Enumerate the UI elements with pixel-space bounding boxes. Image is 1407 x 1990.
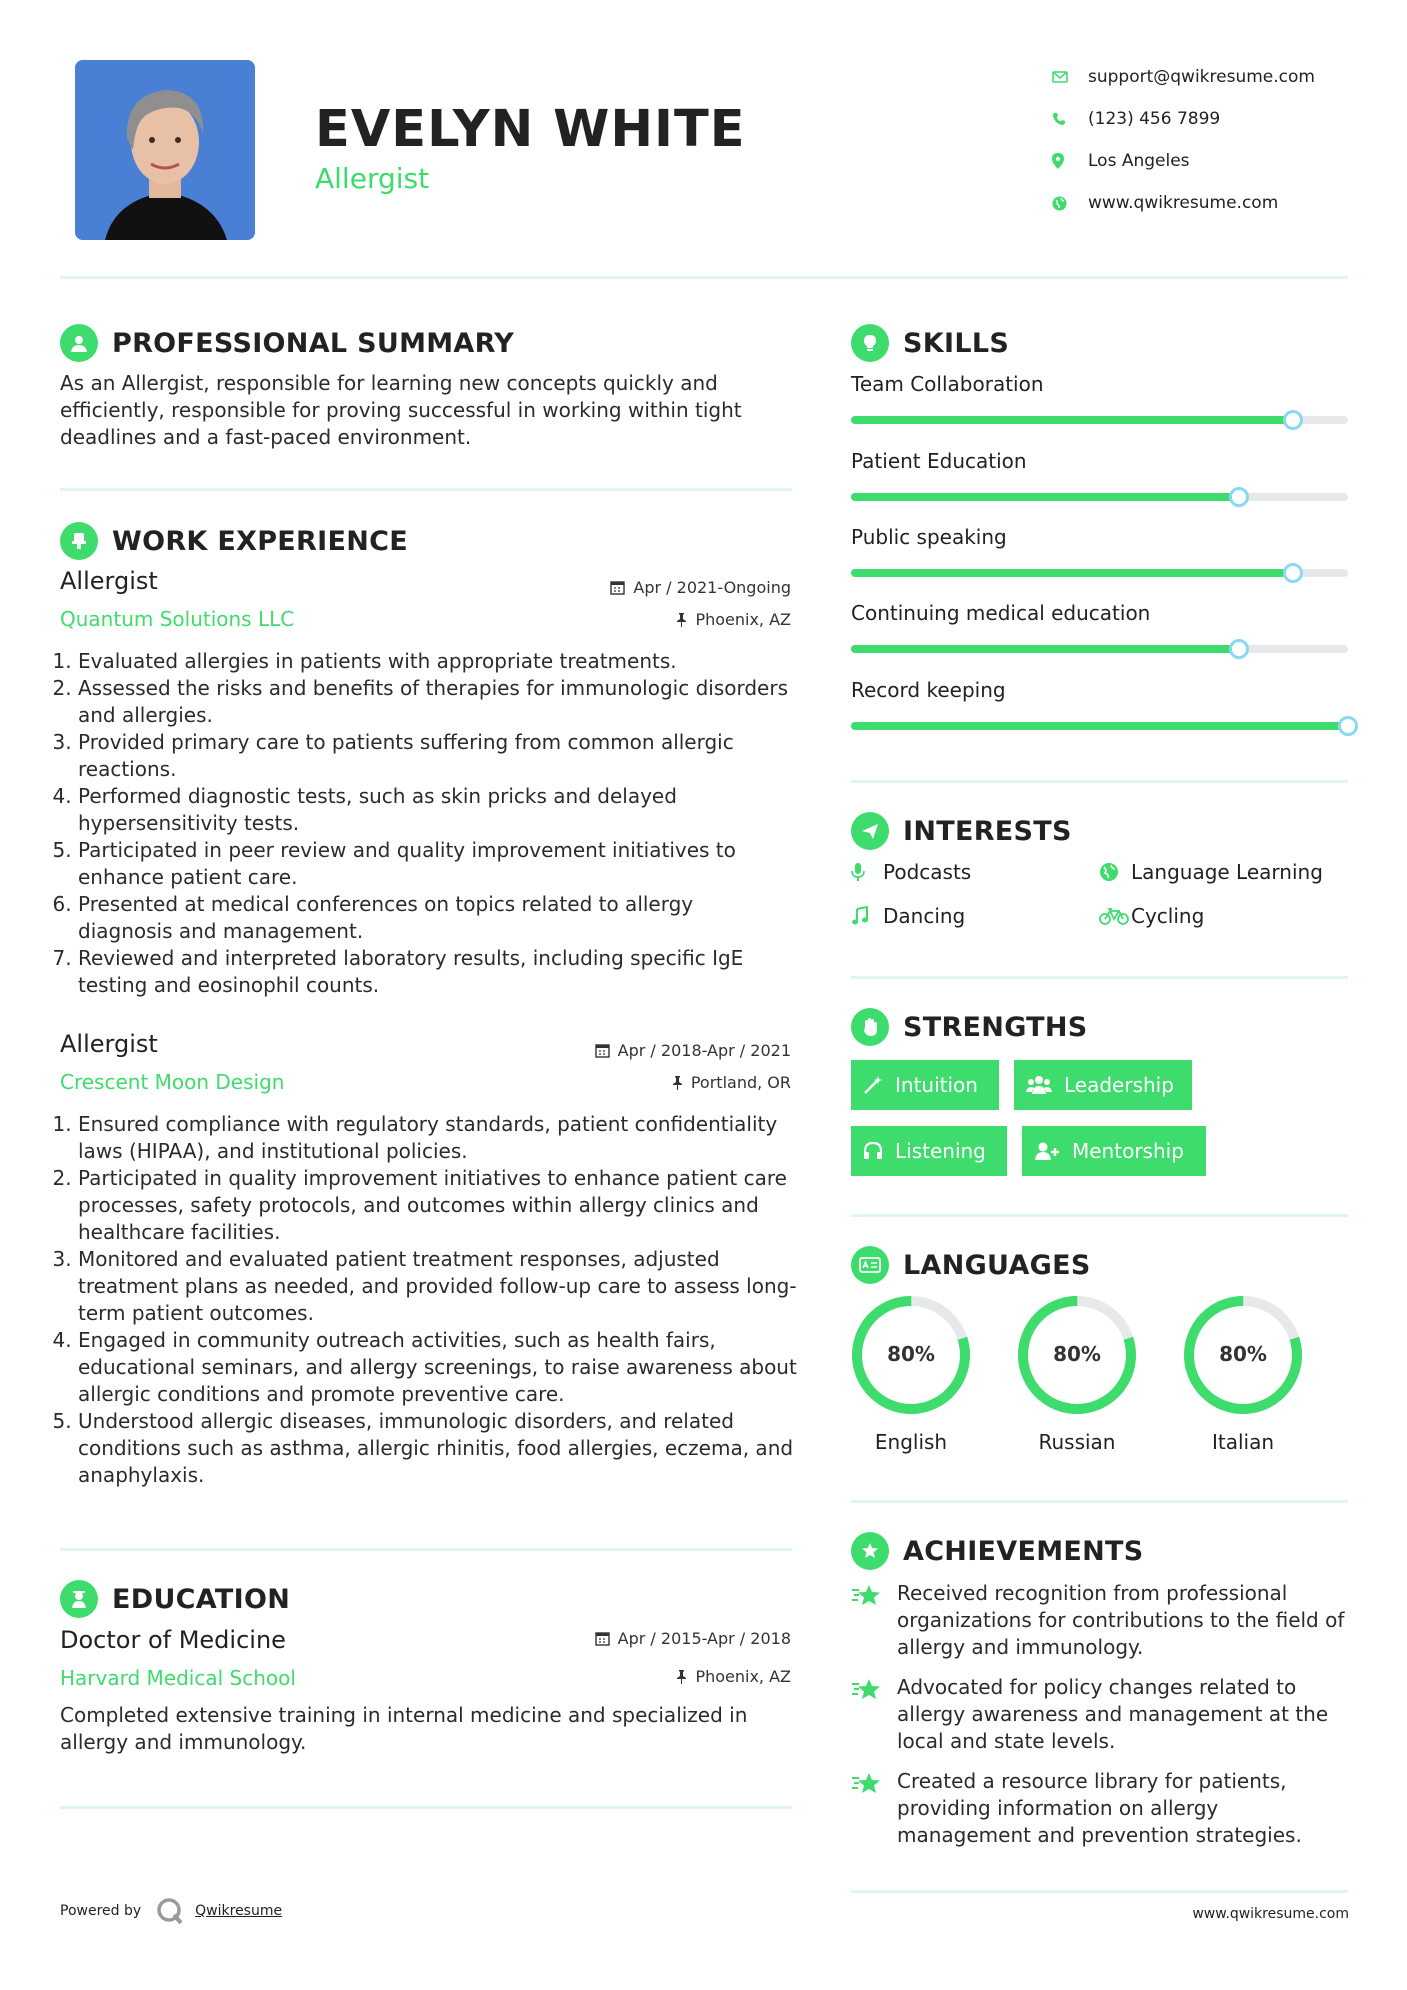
skill-bar-knob	[1229, 487, 1249, 507]
job-2-title: Allergist	[60, 1030, 158, 1058]
summary-text: As an Allergist, responsible for learning new concepts quickly and efficiently, responsible for proving successful in working within tight deadlines and a fast-paced environment.	[60, 371, 742, 449]
skill-bar	[851, 722, 1348, 730]
skill-bar-knob	[1229, 639, 1249, 659]
skill-bar-knob	[1338, 716, 1358, 736]
bicycle-icon	[1099, 907, 1131, 925]
achievement-item	[851, 1674, 1351, 1755]
skill-bar-fill	[851, 493, 1239, 501]
education-location-text: Phoenix, AZ	[695, 1667, 791, 1686]
interest-label: Language Learning	[1131, 860, 1323, 884]
list-item: 4. Performed diagnostic tests, such as skin pricks and delayed hypersensitivity tests.	[78, 783, 790, 837]
footer-powered-by	[60, 1896, 282, 1926]
job-1-company: Quantum Solutions LLC	[60, 607, 295, 631]
phone-icon	[1052, 112, 1088, 126]
skill-label: Continuing medical education	[851, 601, 1151, 625]
achievements-title: ACHIEVEMENTS	[903, 1535, 1144, 1567]
contact-list	[1052, 56, 1372, 224]
add-user-icon	[1034, 1141, 1060, 1161]
education-school: Harvard Medical School	[60, 1666, 296, 1690]
strength-chip	[851, 1126, 1007, 1176]
strength-label: Mentorship	[1072, 1139, 1184, 1163]
header-divider	[60, 276, 1348, 279]
list-item: 7. Reviewed and interpreted laboratory results, including specific IgE testing and eosinophil counts.	[78, 945, 790, 999]
qwikresume-logo-icon	[155, 1896, 185, 1926]
contact-location-text: Los Angeles	[1088, 151, 1190, 171]
strengths-title: STRENGTHS	[903, 1011, 1088, 1043]
star-icon	[851, 1674, 897, 1755]
job-2-date-text: Apr / 2018-Apr / 2021	[617, 1041, 791, 1060]
skills-header	[851, 324, 1009, 362]
paper-plane-icon	[851, 812, 889, 850]
pushpin-icon	[672, 1075, 683, 1090]
achievement-text: Advocated for policy changes related to allergy awareness and management at the local and state levels.	[897, 1675, 1329, 1753]
strength-label: Listening	[895, 1139, 986, 1163]
footer-website-link[interactable]: www.qwikresume.com	[1192, 1906, 1349, 1922]
location-pin-icon	[1052, 153, 1088, 169]
language-name: Russian	[1038, 1430, 1116, 1454]
work-header	[60, 522, 408, 560]
achievement-item	[851, 1768, 1351, 1849]
interests-divider	[851, 976, 1348, 979]
skill-label: Team Collaboration	[851, 372, 1044, 396]
achievement-item	[851, 1580, 1351, 1661]
achievements-header	[851, 1532, 1144, 1570]
education-degree: Doctor of Medicine	[60, 1626, 286, 1654]
graduation-icon	[60, 1580, 98, 1618]
powered-by-text: Powered by	[60, 1903, 142, 1919]
skill-label: Patient Education	[851, 449, 1027, 473]
skill-bar	[851, 569, 1348, 577]
profile-photo	[75, 60, 255, 240]
music-note-icon	[851, 906, 883, 926]
skill-bar-knob	[1283, 410, 1303, 430]
list-item: 5. Participated in peer review and quality improvement initiatives to enhance patient care.	[78, 837, 790, 891]
job-2-responsibilities	[60, 1111, 800, 1489]
calendar-icon	[595, 1631, 610, 1646]
skills-title: SKILLS	[903, 327, 1010, 359]
language-percent: 80%	[887, 1342, 935, 1366]
job-1-responsibilities	[60, 648, 790, 999]
candidate-name: EVELYN WHITE	[315, 100, 746, 159]
contact-email-text: support@qwikresume.com	[1088, 67, 1315, 87]
education-divider	[60, 1806, 792, 1809]
job-1-date-text: Apr / 2021-Ongoing	[633, 578, 791, 597]
strength-chip	[1022, 1126, 1206, 1176]
contact-website[interactable]	[1052, 182, 1372, 224]
globe-icon	[1052, 196, 1088, 211]
language-name: English	[874, 1430, 948, 1454]
lightbulb-icon	[851, 324, 889, 362]
job-1-location-text: Phoenix, AZ	[695, 610, 791, 629]
job-1-location	[676, 610, 791, 629]
interest-item	[851, 904, 965, 928]
strengths-header	[851, 1008, 1088, 1046]
briefcase-icon	[60, 522, 98, 560]
list-item: 1. Evaluated allergies in patients with appropriate treatments.	[78, 648, 790, 675]
pushpin-icon	[676, 612, 687, 627]
star-icon	[851, 1580, 897, 1661]
user-icon	[60, 324, 98, 362]
strength-label: Leadership	[1064, 1073, 1174, 1097]
achievements-divider	[851, 1890, 1348, 1893]
language-card-icon	[851, 1246, 889, 1284]
contact-phone-text: (123) 456 7899	[1088, 109, 1221, 129]
summary-title: PROFESSIONAL SUMMARY	[112, 327, 515, 359]
interest-label: Cycling	[1131, 904, 1205, 928]
qwikresume-link[interactable]: Qwikresume	[195, 1903, 283, 1919]
raised-hand-icon	[851, 1008, 889, 1046]
list-item: 5. Understood allergic diseases, immunologic disorders, and related conditions such as asthma, allergic rhinitis, food allergies, eczema, and anaphylaxis.	[78, 1408, 800, 1489]
list-item: 2. Assessed the risks and benefits of therapies for immunologic disorders and allergies.	[78, 675, 790, 729]
work-divider	[60, 1548, 792, 1551]
skill-bar	[851, 645, 1348, 653]
job-2-location	[672, 1073, 791, 1092]
strengths-divider	[851, 1214, 1348, 1217]
email-icon	[1052, 71, 1088, 83]
job-2-company: Crescent Moon Design	[60, 1070, 285, 1094]
candidate-role: Allergist	[315, 162, 430, 195]
skill-bar-fill	[851, 722, 1348, 730]
strength-label: Intuition	[895, 1073, 978, 1097]
contact-email[interactable]	[1052, 56, 1372, 98]
skill-label: Public speaking	[851, 525, 1007, 549]
list-item: 1. Ensured compliance with regulatory standards, patient confidentiality laws (HIPAA), and institutional policies.	[78, 1111, 800, 1165]
contact-phone[interactable]	[1052, 98, 1372, 140]
list-item: 6. Presented at medical conferences on topics related to allergy diagnosis and management.	[78, 891, 790, 945]
group-icon	[1026, 1075, 1052, 1095]
education-date	[595, 1629, 791, 1648]
skill-bar	[851, 493, 1348, 501]
job-2-date	[595, 1041, 791, 1060]
summary-divider	[60, 488, 792, 491]
globe-icon	[1099, 862, 1131, 882]
skill-label: Record keeping	[851, 678, 1006, 702]
language-name: Italian	[1211, 1430, 1275, 1454]
pushpin-icon	[676, 1669, 687, 1684]
magic-wand-icon	[863, 1075, 883, 1095]
achievement-text: Received recognition from professional organizations for contributions to the field of allergy and immunology.	[897, 1581, 1345, 1659]
skill-bar-fill	[851, 569, 1293, 577]
languages-divider	[851, 1500, 1348, 1503]
interests-header	[851, 812, 1072, 850]
list-item: 3. Provided primary care to patients suffering from common allergic reactions.	[78, 729, 790, 783]
skill-bar-fill	[851, 416, 1293, 424]
contact-website-text: www.qwikresume.com	[1088, 193, 1279, 213]
education-text: Completed extensive training in internal medicine and specialized in allergy and immunology.	[60, 1703, 748, 1754]
contact-location	[1052, 140, 1372, 182]
microphone-icon	[851, 862, 883, 882]
interest-label: Podcasts	[883, 860, 972, 884]
education-header	[60, 1580, 290, 1618]
award-icon	[851, 1532, 889, 1570]
strength-chip	[851, 1060, 999, 1110]
languages-header	[851, 1246, 1091, 1284]
calendar-icon	[595, 1043, 610, 1058]
skill-bar	[851, 416, 1348, 424]
interest-label: Dancing	[883, 904, 966, 928]
education-date-text: Apr / 2015-Apr / 2018	[617, 1629, 791, 1648]
summary-header	[60, 324, 514, 362]
job-2-location-text: Portland, OR	[690, 1073, 791, 1092]
interest-item	[1099, 860, 1323, 884]
education-title: EDUCATION	[112, 1583, 291, 1615]
job-1-title: Allergist	[60, 567, 158, 595]
list-item: 2. Participated in quality improvement initiatives to enhance patient care processes, safety protocols, and outcomes within allergy clinics and healthcare facilities.	[78, 1165, 800, 1246]
work-title: WORK EXPERIENCE	[112, 525, 408, 557]
skill-bar-fill	[851, 645, 1239, 653]
interest-item	[1099, 904, 1204, 928]
headphones-icon	[863, 1141, 883, 1161]
calendar-icon	[610, 580, 625, 595]
skills-divider	[851, 780, 1348, 783]
achievement-text: Created a resource library for patients, providing information on allergy management and prevention strategies.	[897, 1769, 1302, 1847]
languages-title: LANGUAGES	[903, 1249, 1091, 1281]
interest-item	[851, 860, 971, 884]
interests-title: INTERESTS	[903, 815, 1072, 847]
language-percent: 80%	[1053, 1342, 1101, 1366]
strength-chip	[1014, 1060, 1192, 1110]
language-percent: 80%	[1219, 1342, 1267, 1366]
star-icon	[851, 1768, 897, 1849]
education-location	[676, 1667, 791, 1686]
list-item: 3. Monitored and evaluated patient treatment responses, adjusted treatment plans as needed, and provided follow-up care to assess long-term patient outcomes.	[78, 1246, 800, 1327]
list-item: 4. Engaged in community outreach activities, such as health fairs, educational seminars, and allergy screenings, to raise awareness about allergic conditions and promote preventive care.	[78, 1327, 800, 1408]
job-1-date	[610, 578, 791, 597]
skill-bar-knob	[1283, 563, 1303, 583]
